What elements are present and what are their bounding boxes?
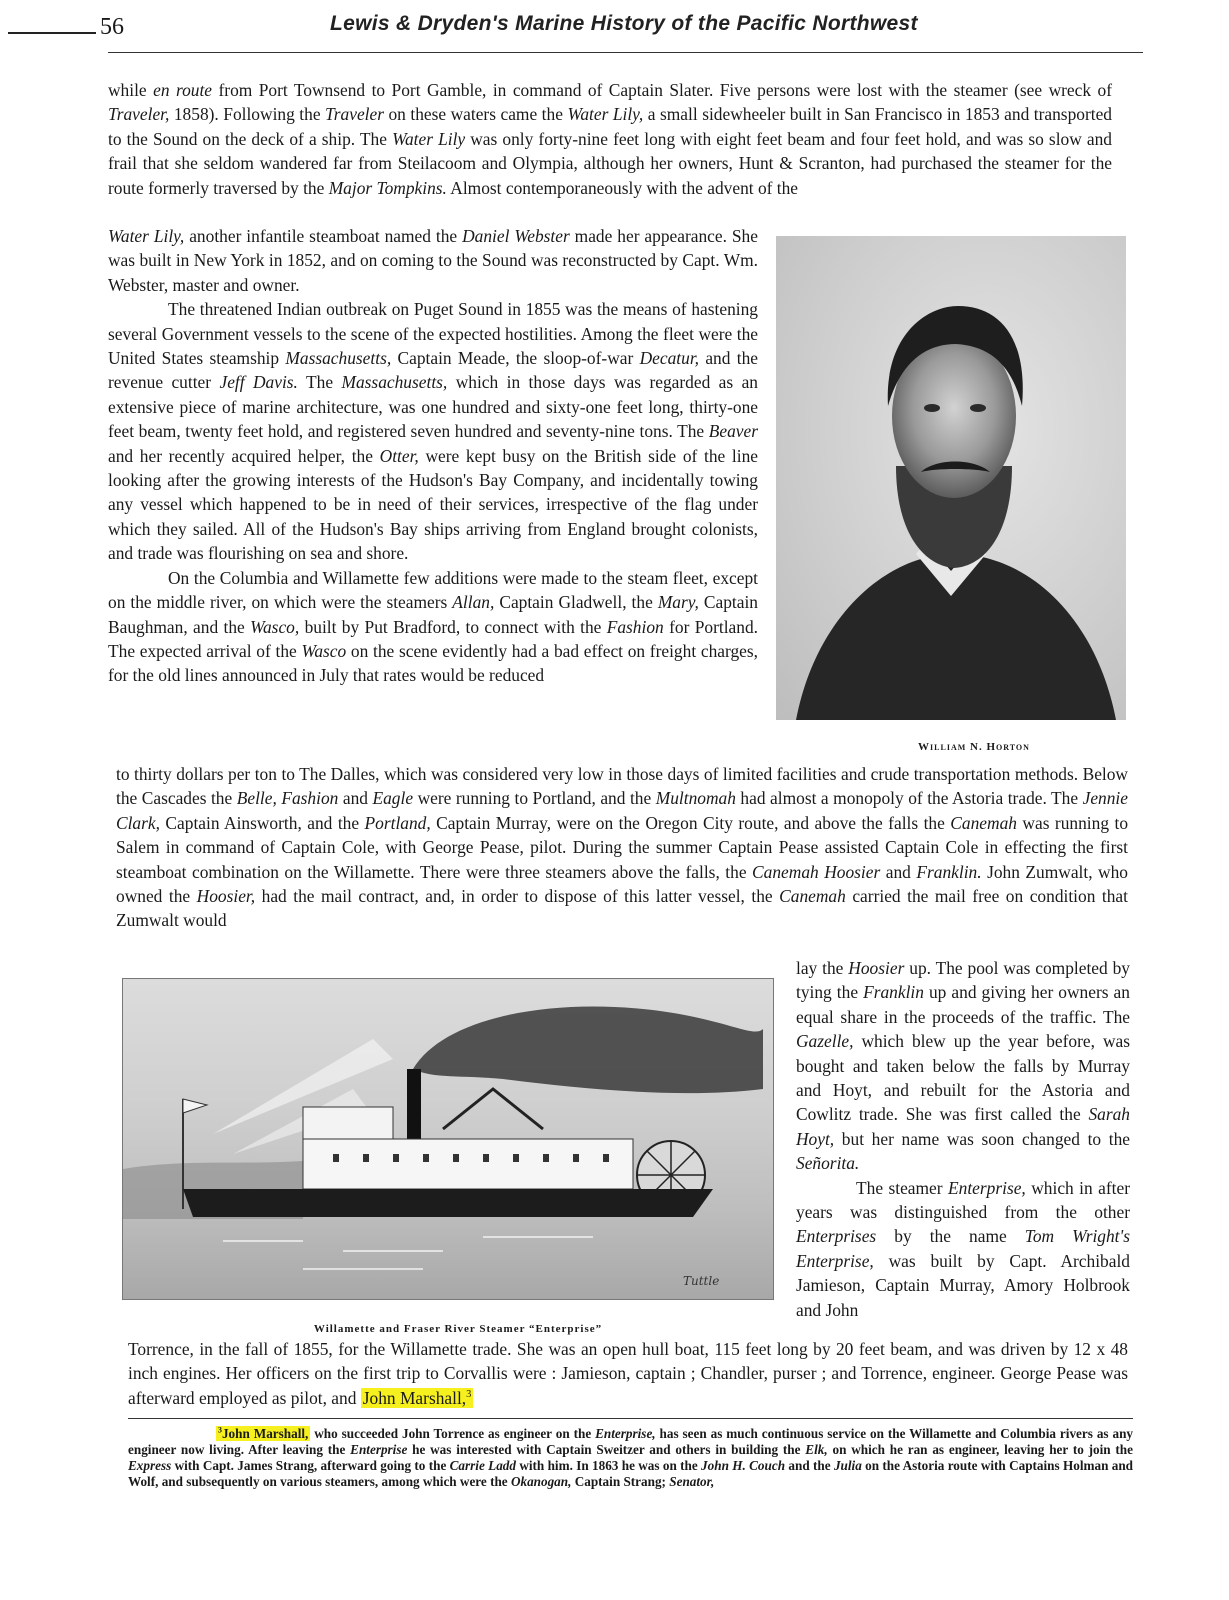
artist-signature: Tuttle bbox=[683, 1274, 720, 1288]
header-rule bbox=[108, 52, 1143, 53]
paragraph-enterprise: The steamer Enterprise, which in after years was distinguished from the other Enterprises by the name Tom Wright's Enterprise, was built by Capt. Archibald Jamieson, Captain Murray, Amory Holbrook and John bbox=[796, 1177, 1131, 1320]
text-block-left-column bbox=[108, 224, 758, 688]
paragraph-water-lily: Water Lily, another infantile steamboat named the Daniel Webster made her appearance. She was built in New York in 1852, and on coming to the Sound was reconstructed by Capt. Wm. Webster, master and owner. bbox=[108, 226, 758, 295]
steamer-enterprise-illustration bbox=[122, 978, 774, 1300]
footnote-rule bbox=[128, 1418, 1133, 1419]
text-block-top: while en route from Port Townsend to Port Gamble, in command of Captain Slater. Five persons were lost with the steamer (see wreck of Traveler, 1858). Following the Traveler on these waters came the Water Lily, a small sidewheeler built in San Francisco in 1853 and transported to the Sound on the deck of a ship. The Water Lily was only forty-nine feet long with eight feet beam and four feet hold, and was so slow and frail that she seldom wandered far from Steilacoom and Olympia, although her owners, Hunt & Scranton, had purchased the steamer for the route formerly traversed by the Major Tompkins. Almost contemporaneously with the advent of the bbox=[108, 80, 1113, 198]
text-block-middle: to thirty dollars per ton to The Dalles, which was considered very low in those days of limited facilities and crude transportation methods. Below the Cascades the Belle, Fashion and Eagle were running to Portland, and the Multnomah had almost a monopoly of the Astoria trade. The Jennie Clark, Captain Ainsworth, and the Portland, Captain Murray, were on the Oregon City route, and above the falls the Canemah was running to Salem in command of Captain Cole, with George Pease, pilot. During the summer Captain Pease assisted Captain Cole in effecting the first steamboat combination on the Willamette. There were three steamers above the falls, the Canemah Hoosier and Franklin. John Zumwalt, who owned the Hoosier, had the mail contract, and, in order to dispose of this latter vessel, the Canemah carried the mail free on condition that Zumwalt would bbox=[116, 764, 1129, 931]
paragraph-columbia: On the Columbia and Willamette few additions were made to the steam fleet, except on the middle river, on which were the steamers Allan, Captain Gladwell, the Mary, Captain Baughman, and the Wasco, built by Put Bradford, to connect with the Fashion for Portland. The expected arrival of the Wasco on the scene evidently had a bad effect on freight charges, for the old lines announced in July that rates would be reduced bbox=[108, 567, 758, 686]
text-block-right-column bbox=[796, 956, 1130, 1322]
highlighted-john-marshall: John Marshall,$^3$ bbox=[362, 1387, 472, 1408]
running-title: Lewis & Dryden's Marine History of the Pacific Northwest bbox=[330, 12, 918, 35]
footnote: $^3$John Marshall, who succeeded John Torrence as engineer on the Enterprise, has seen as much continuous service on the Willamette and Columbia rivers as any engineer now living. After leaving the Enterprise he was interested with Captain Sweitzer and others in building the Elk, on which he ran as engineer, leaving her to join the Express with Capt. James Strang, afterward going to the Carrie Ladd with him. In 1863 he was on the John H. Couch and the Julia on the Astoria route with Captains Holman and Wolf, and subsequently on various steamers, among which were the Okanogan, Captain Strang; Senator, bbox=[128, 1426, 1133, 1489]
steamer-caption: Willamette and Fraser River Steamer “Enterprise” bbox=[313, 1323, 603, 1335]
portrait-image bbox=[776, 236, 1126, 720]
paragraph-indian-outbreak: The threatened Indian outbreak on Puget Sound in 1855 was the means of hastening several Government vessels to the scene of the expected hostilities. Among the fleet were the United States steamship Massachusetts, Captain Meade, the sloop-of-war Decatur, and the revenue cutter Jeff Davis. The Massachusetts, which in those days was regarded as an extensive piece of marine architecture, was one hundred and sixty-one feet long, thirty-one feet beam, twenty feet hold, and registered seven hundred and seventy-nine tons. The Beaver and her recently acquired helper, the Otter, were kept busy on the British side of the line looking after the growing interests of the Hudson's Bay Company, and incidentally towing any vessel which happened to be in need of their services, irrespective of the flag under which they sailed. All of the Hudson's Bay ships arriving from England brought colonists, and trade was flourishing on sea and shore. bbox=[108, 299, 759, 564]
page-number: 56 bbox=[100, 14, 124, 40]
text-block-bottom: Torrence, in the fall of 1855, for the Willamette trade. She was an open hull boat, 115 feet long by 20 feet beam, and was driven by 12 x 48 inch engines. Her officers on the first trip to Corvallis were : Jamieson, captain ; Chandler, purser ; and Torrence, engineer. George Pease was afterward employed as pilot, and John Marshall,$^3$ bbox=[128, 1339, 1128, 1408]
paragraph-pool: lay the Hoosier up. The pool was completed by tying the Franklin up and giving her owners an equal share in the proceeds of the traffic. The Gazelle, which blew up the year before, was bought and taken below the falls by Murray and Hoyt, and rebuilt for the Astoria and Cowlitz trade. She was first called the Sarah Hoyt, but her name was soon changed to the Señorita. bbox=[796, 958, 1130, 1174]
portrait-caption: William N. Horton bbox=[918, 741, 1030, 753]
footnote-highlight: $^3$John Marshall, bbox=[218, 1426, 309, 1441]
header-dash bbox=[8, 32, 96, 34]
